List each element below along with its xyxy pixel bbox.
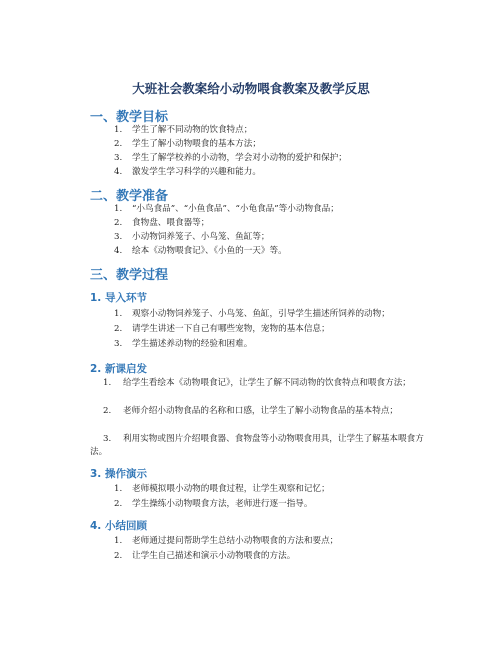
- list-item: [114, 323, 330, 335]
- list-text: 小动物饲养笼子、小鸟笼、鱼缸等；: [132, 232, 270, 242]
- list-number: 3.: [114, 153, 123, 163]
- list-number: 1.: [114, 309, 123, 319]
- paragraph-item: [90, 433, 430, 459]
- list-text: 利用实物或图片介绍喂食器、食物盘等小动物喂食用具，让学生了解基本喂食方法。: [90, 434, 424, 457]
- list-number: 2.: [114, 218, 123, 228]
- list-number: 1.: [114, 536, 123, 546]
- list-number: 4.: [114, 167, 123, 177]
- list-text: 让学生自己描述和演示小动物喂食的方法。: [132, 551, 296, 561]
- list-item: [114, 231, 270, 243]
- list-item: [114, 138, 261, 150]
- paragraph-item: [90, 405, 430, 418]
- subsection-heading-summary: 4. 小结回顾: [90, 520, 147, 532]
- list-text: 观察小动物饲养笼子、小鸟笼、鱼缸，引导学生描述所饲养的动物；: [132, 309, 390, 319]
- list-item: [114, 308, 390, 320]
- list-number: 2.: [103, 406, 112, 416]
- list-item: [114, 245, 287, 257]
- list-number: 1.: [114, 125, 123, 135]
- list-number: 3.: [103, 434, 112, 444]
- list-item: [114, 550, 295, 562]
- subsection-heading-demo: 3. 操作演示: [90, 468, 147, 480]
- subsection-heading-intro: 1. 导入环节: [90, 292, 147, 304]
- list-number: 1.: [114, 204, 123, 214]
- list-text: 绘本《动物喂食记》、《小鱼的一天》等。: [132, 246, 287, 256]
- section-heading-process: 三、教学过程: [90, 268, 169, 283]
- list-item: [114, 338, 252, 350]
- list-text: 老师介绍小动物食品的名称和口感，让学生了解小动物食品的基本特点；: [123, 406, 399, 416]
- list-text: 请学生讲述一下自己有哪些宠物，宠物的基本信息；: [132, 324, 330, 334]
- list-text: 学生操练小动物喂食方法，老师进行逐一指导。: [132, 499, 313, 509]
- list-number: 2.: [114, 324, 123, 334]
- document-title: 大班社会教案给小动物喂食教案及教学反思: [132, 81, 370, 96]
- list-text: 激发学生学习科学的兴趣和能力。: [132, 167, 261, 177]
- list-number: 2.: [114, 499, 123, 509]
- list-number: 3.: [114, 232, 123, 242]
- list-text: 食物盘、喂食器等；: [132, 218, 210, 228]
- list-text: 给学生看绘本《动物喂食记》，让学生了解不同动物的饮食特点和喂食方法；: [123, 378, 411, 388]
- subsection-heading-new-lesson: 2. 新课启发: [90, 363, 147, 375]
- list-text: 老师模拟喂小动物的喂食过程，让学生观察和记忆；: [132, 484, 330, 494]
- list-item: [114, 498, 312, 510]
- list-number: 2.: [114, 551, 123, 561]
- section-heading-objectives: 一、教学目标: [90, 110, 169, 125]
- section-heading-preparation: 二、教学准备: [90, 189, 169, 204]
- list-item: [114, 483, 330, 495]
- list-item: [114, 166, 261, 178]
- list-item: [114, 124, 252, 136]
- list-number: 2.: [114, 139, 123, 149]
- list-text: 老师通过提问帮助学生总结小动物喂食的方法和要点；: [132, 536, 339, 546]
- list-number: 3.: [114, 339, 123, 349]
- list-item: [114, 535, 338, 547]
- list-number: 4.: [114, 246, 123, 256]
- list-number: 1.: [103, 378, 112, 388]
- list-text: “小鸟食品”、“小鱼食品”、“小龟食品”等小动物食品；: [132, 204, 339, 214]
- list-item: [114, 152, 347, 164]
- list-text: 学生了解学校养的小动物，学会对小动物的爱护和保护；: [132, 153, 347, 163]
- list-item: [114, 203, 339, 215]
- list-text: 学生了解不同动物的饮食特点；: [132, 125, 253, 135]
- list-text: 学生描述养动物的经验和困难。: [132, 339, 253, 349]
- paragraph-item: [90, 377, 430, 390]
- list-text: 学生了解小动物喂食的基本方法；: [132, 139, 261, 149]
- list-item: [114, 217, 209, 229]
- list-number: 1.: [114, 484, 123, 494]
